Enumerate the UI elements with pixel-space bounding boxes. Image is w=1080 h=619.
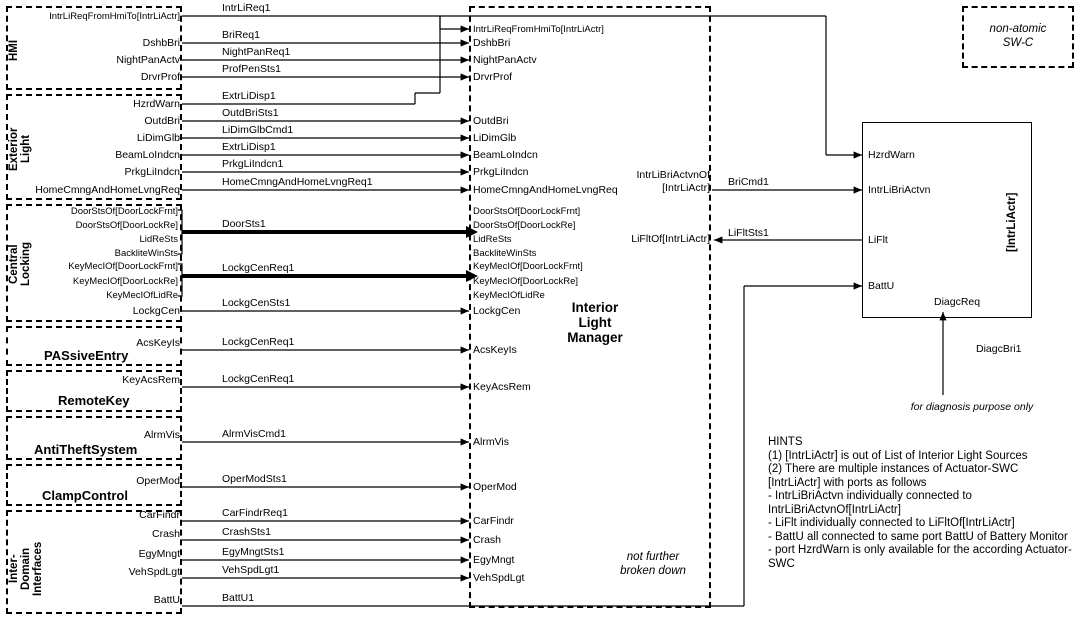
port-label-left-20: AlrmVis: [144, 429, 180, 441]
connection-label-21: BattU1: [222, 592, 255, 604]
port-label-center-right-0: IntrLiBriActvnOf: [636, 169, 710, 181]
connection-label-4: ExtrLiDisp1: [222, 90, 276, 102]
port-label-left-7: BeamLoIndcn: [115, 149, 180, 161]
port-label-left-12: LidReSts: [139, 234, 178, 245]
port-label-left-15: KeyMecIOf[DoorLockRe]: [72, 276, 178, 287]
group-title-anti-theft-system: AntiTheftSystem: [34, 442, 138, 457]
port-label-center-10: DoorStsOf[DoorLockRe]: [473, 220, 576, 231]
port-label-center-right-1: LiFltOf[IntrLiActr]: [631, 233, 710, 245]
hints-line-4: - BattU all connected to same port BattU of Battery Monitor: [768, 530, 1068, 543]
port-label-center-19: AlrmVis: [473, 436, 509, 448]
port-label-left-14: KeyMecIOf[DoorLockFrnt]: [68, 261, 178, 272]
hints-block: [768, 436, 1073, 571]
port-label-center-15: KeyMecIOfLidRe: [473, 290, 545, 301]
port-label-center-23: EgyMngt: [473, 554, 515, 566]
connection-label-1: BriReq1: [222, 29, 260, 41]
right-connection-label-3: DiagcBri1: [976, 343, 1022, 355]
hints-title: HINTS: [768, 436, 803, 448]
connection-label-15: AlrmVisCmd1: [222, 428, 286, 440]
port-label-center-14: KeyMecIOf[DoorLockRe]: [473, 276, 579, 287]
port-label-center-17: AcsKeyIs: [473, 344, 517, 356]
port-label-left-4: HzrdWarn: [133, 98, 180, 110]
port-label-left-8: PrkgLiIndcn: [124, 166, 180, 178]
port-label-left-0: IntrLiReqFromHmiTo[IntrLiActr]: [49, 11, 180, 22]
port-label-center-18: KeyAcsRem: [473, 381, 531, 393]
port-label-left-1: DshbBri: [142, 37, 180, 49]
not-further-broken-down-note: not further broken down: [620, 551, 686, 577]
hints-line-2: - IntrLiBriActvn individually connected to IntrLiBriActvnOf[IntrLiActr]: [768, 490, 972, 516]
port-label-left-11: DoorStsOf[DoorLockRe]: [75, 220, 178, 231]
connection-label-6: LiDimGlbCmd1: [222, 124, 294, 136]
port-label-left-18: AcsKeyIs: [136, 337, 180, 349]
group-title-clamp-control: ClampControl: [42, 488, 128, 503]
port-label-left-16: KeyMecIOfLidRe: [106, 290, 178, 301]
connection-label-14: LockgCenReq1: [222, 373, 295, 385]
port-label-center-24: VehSpdLgt: [473, 572, 525, 584]
group-title-inter-domain-interfaces: Inter- Domain Interfaces: [8, 541, 44, 597]
port-label-center-13: KeyMecIOf[DoorLockFrnt]: [473, 261, 583, 272]
port-label-left-2: NightPanActv: [116, 54, 180, 66]
group-title-passive-entry: PASsiveEntry: [44, 348, 129, 363]
right-connection-label-0: BriCmd1: [728, 176, 769, 188]
port-label-left-24: EgyMngt: [138, 548, 180, 560]
connection-label-7: ExtrLiDisp1: [222, 141, 276, 153]
port-label-center-5: LiDimGlb: [473, 132, 517, 144]
connection-label-5: OutdBriSts1: [222, 107, 279, 119]
port-label-center-2: NightPanActv: [473, 54, 537, 66]
port-label-right-1: IntrLiBriActvn: [868, 184, 931, 196]
hints-line-1: (2) There are multiple instances of Actuator-SWC [IntrLiActr] with ports as follows: [768, 463, 1019, 489]
port-label-left-13: BackliteWinSts: [114, 248, 178, 259]
group-title-central-locking: Central Locking: [8, 241, 32, 287]
port-label-center-22: Crash: [473, 534, 502, 546]
connection-label-16: OperModSts1: [222, 473, 287, 485]
port-label-center-9: DoorStsOf[DoorLockFrnt]: [473, 206, 581, 217]
actuator-box-title: [IntrLiActr]: [1006, 192, 1018, 252]
connection-label-20: VehSpdLgt1: [222, 564, 280, 576]
port-label-left-19: KeyAcsRem: [122, 374, 180, 386]
port-label-center-20: OperMod: [473, 481, 517, 493]
hints-line-3: - LiFlt individually connected to LiFltOf[IntrLiActr]: [768, 517, 1015, 529]
connection-label-13: LockgCenReq1: [222, 336, 295, 348]
connection-label-11: LockgCenReq1: [222, 262, 295, 274]
port-label-center-12: BackliteWinSts: [473, 248, 537, 259]
group-title-exterior-light: Exterior Light: [8, 127, 32, 171]
port-label-center-7: PrkgLiIndcn: [473, 166, 529, 178]
connection-label-17: CarFindrReq1: [222, 507, 288, 519]
port-label-right-2: LiFlt: [868, 234, 888, 246]
connection-label-19: EgyMngtSts1: [222, 546, 285, 558]
port-label-center-11: LidReSts: [473, 234, 512, 245]
port-label-center-1: DshbBri: [473, 37, 511, 49]
right-connection-label-2: DiagcReq: [934, 296, 981, 308]
port-label-left-10: DoorStsOf[DoorLockFrnt]: [70, 206, 178, 217]
right-connection-label-1: LiFltSts1: [728, 227, 769, 239]
connection-label-12: LockgCenSts1: [222, 297, 291, 309]
port-label-left-22: CarFindr: [139, 509, 180, 521]
port-label-center-3: DrvrProf: [473, 71, 513, 83]
connection-label-18: CrashSts1: [222, 526, 272, 538]
port-label-left-17: LockgCen: [132, 305, 180, 317]
port-label-center-0: IntrLiReqFromHmiTo[IntrLiActr]: [473, 24, 604, 35]
connection-label-3: ProfPenSts1: [222, 63, 281, 75]
port-label-left-21: OperMod: [136, 475, 180, 487]
port-label-left-23: Crash: [151, 528, 180, 540]
port-label-center-4: OutdBri: [473, 115, 509, 127]
port-label-center-21: CarFindr: [473, 515, 514, 527]
port-label-left-9: HomeCmngAndHomeLvngReq: [35, 184, 180, 196]
port-label-left-5: OutdBri: [144, 115, 180, 127]
connection-label-2: NightPanReq1: [222, 46, 291, 58]
hints-line-0: (1) [IntrLiActr] is out of List of Interior Light Sources: [768, 449, 1028, 462]
connection-label-9: HomeCmngAndHomeLvngReq1: [222, 176, 373, 188]
port-label-right-0: HzrdWarn: [868, 149, 915, 161]
port-label-left-6: LiDimGlb: [136, 132, 180, 144]
center-title: Interior Light Manager: [567, 300, 623, 345]
port-label-left-3: DrvrProf: [140, 71, 180, 83]
port-label-center-right-0-sub: [IntrLiActr]: [662, 182, 710, 194]
port-label-right-3: BattU: [868, 280, 895, 292]
port-label-center-8: HomeCmngAndHomeLvngReq: [473, 184, 618, 196]
connection-label-10: DoorSts1: [222, 218, 266, 230]
port-label-left-26: BattU: [153, 594, 180, 606]
connection-label-0: IntrLiReq1: [222, 2, 271, 14]
port-label-center-16: LockgCen: [473, 305, 521, 317]
group-title-remote-key: RemoteKey: [58, 393, 130, 408]
diagnosis-note: for diagnosis purpose only: [910, 401, 1034, 413]
connection-label-8: PrkgLiIndcn1: [222, 158, 284, 170]
port-label-center-6: BeamLoIndcn: [473, 149, 538, 161]
group-title-hmi: HMI: [8, 39, 20, 61]
port-label-left-25: VehSpdLgt: [128, 566, 180, 578]
hints-line-5: - port HzrdWarn is only available for the according Actuator-SWC: [768, 544, 1072, 570]
legend-non-atomic-label: non-atomic SW-C: [989, 23, 1047, 49]
